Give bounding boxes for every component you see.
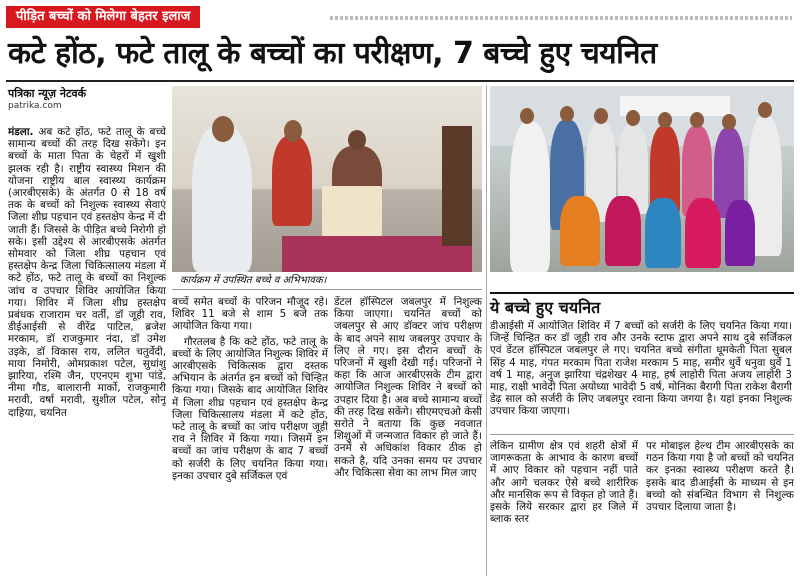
selected-children-text: डीआईसी में आयोजित शिविर में 7 बच्चों को सर्जरी के लिए चयनित किया गया। जिन्हें चिन्हित कर डॉ जूही राव और उनके स्टाफ द्वारा अपने साथ दुबे सर्जिकल एवं डेंटल हॉस्पिटल जबलपुर ले गए। चयनित बच्चे संगीता धूमकेती पिता सुबल सिंह 4 माह, गंपत मरकाम पिता राजेश मरकाम 5 माह, समीर धुर्वे धनुवा धुर्वे 1 वर्ष 1 माह, अनुज झारिया चंद्रशेखर 4 माह, हर्ष लाहोरी पिता अजय लाहोरी 3 माह, राक्षी भावेदी पिता अयोध्या भावेदी 5 वर्ष, मोनिका बैरागी पिता राकेश बैरागी डेढ़ साल को सर्जरी के लिए जबलपुर रवाना किया जगया है। यहां इनका निशुल्क उपचार किया जाएगा। <box>490 320 792 418</box>
article-paragraph: बच्चें समेत बच्चों के परिजन मौजूद रहे। शिविर 11 बजे से शाम 5 बजे तक आयोजित किया गया। <box>172 296 328 333</box>
byline: पत्रिका न्यूज़ नेटवर्क <box>8 87 87 100</box>
headline-rule <box>6 80 794 82</box>
article-column-3 <box>334 296 482 576</box>
article-paragraph: डेंटल हॉस्पिटल जबलपुर में निशुल्क किया जाएगा। चयनित बच्चों को जबलपुर से आए डॉक्टर जांच परीक्षण के बाद अपने साथ जबलपुर उपचार के लिए ले गए। इस दौरान बच्चों के परिजनों में खुशी देखी गई। परिजनों ने कहा कि आज आरबीएसके टीम द्वारा आयोजित निशुल्क शिविर ने बच्चों को उपहार दिया है। अब बच्चे सामान्य बच्चों की तरह दिख सकेंगे। सीएमएचओ केसी सरोते ने बताया कि कुछ नवजात शिशुओं में जन्मजात विकार हो जाते हैं। उनमें से अधिकांश विकार ठीक हो सकते है, यदि उनका समय पर उपचार और चिकित्सा सेवा का लाभ मिल जाए <box>334 296 482 479</box>
photo-group-children-parents <box>490 86 794 272</box>
dateline: मंडला. <box>8 126 34 138</box>
article-column-2 <box>172 296 328 576</box>
article-column-5 <box>646 440 794 576</box>
headline: कटे होंठ, फटे तालू के बच्चों का परीक्षण, 7 बच्चे हुए चयनित <box>8 36 657 71</box>
article-paragraph: पर मोबाइल हेल्थ टीम आरबीएसके का गठन किया गया है जो बच्चों को चयनित कर इनका स्वास्थ्य परीक्षण करते है। इसके बाद डीआईसी के माध्यम से इन बच्चो को संबन्धित विभाग से निशुल्क उपचार दिलाया जाता है। <box>646 440 794 514</box>
photo-caption: कार्यक्रम में उपस्थित बच्चे व अभिभावक। <box>172 272 482 290</box>
article-paragraph: गौरतलब है कि कटे होंठ, फटे तालू के बच्चों के लिए आयोजित निशुल्क शिविर में आरबीएसके चिकित्सक द्वारा दस्तक अभियान के अंतर्गत इन बच्चों को चिन्हित किया गया। जिसके बाद आयोजित शिविर में जिला शीघ्र पहचान एवं हस्तक्षेप केन्द्र जिला चिकित्सालय मंडला में कटे होंठ, फटे तालू के बच्चों का जांच परीक्षण जूही राव ने शिविर में किया गया। जिसमें इन बच्चों का जांच परीक्षण के बाद 7 बच्चों को सर्जरी के लिए चयनित किया गया। इनका उपचार दुबे सर्जिकल एवं <box>172 335 328 482</box>
kicker-rule <box>330 16 792 20</box>
photo-doctors-examining <box>172 86 482 272</box>
column-divider <box>486 86 487 576</box>
selected-children-title: ये बच्चे हुए चयनित <box>490 298 601 317</box>
article-paragraph: लेकिन ग्रामीण क्षेत्र एवं शहरी क्षेत्रों में जागरूकता के आभाव के कारण बच्चों में आए विकार को पहचान नहीं पाते और आगे चलकर ऐसे बच्चे शारीरिक और मानसिक रूप से विकृत हो जाते हैं। इसके लिये सरकार द्वारा हर जिले में ब्लाक स्तर <box>490 440 638 526</box>
website: patrika.com <box>8 101 62 111</box>
article-column-1 <box>8 126 166 576</box>
kicker-banner: पीड़ित बच्चों को मिलेगा बेहतर इलाज <box>6 6 200 28</box>
article-column-4 <box>490 440 638 576</box>
section-rule <box>490 434 794 435</box>
article-paragraph: अब कटे होंठ, फटे तालू के बच्चे सामान्य बच्चों की तरह दिख सकेंगे। इन बच्चों के माता पिता के चेहरों में खुशी झलक रही है। राष्ट्रीय स्वास्थ्य मिशन की योजना राष्ट्रीय बाल स्वास्थ्य कार्यक्रम (आरबीएसके) के अंतर्गत 0 से 18 वर्ष तक के बच्चों को निशुल्क स्वास्थ्य सेवाएं जिला शीघ्र पहचान एवं हस्तक्षेप केन्द्र में दी जाती हैं। जिससे के पीड़ित बच्चे निरोगी हो सके। इसी उद्देश्य से आरबीएसके अंतर्गत सोमवार को जिला शीघ्र पहचान एवं हस्तक्षेप केन्द्र जिला चिकित्सालय मंडला में कटे होंठ, फटे तालू के बच्चों का निशुल्क जांच व उपचार शिविर आयोजित किया गया। शिविर में जिला शीघ्र हस्तक्षेप प्रबंधक राजाराम चर वर्ती, डॉ जूही राव, डीईआईसी से वीरेंद्र पाटिल, ब्रजेश मरकाम, डॉ राजकुमार नंदा, डॉ उमेश उइके, डॉ विकास राय, ललित चतुर्वेदी, माया निमोरी, ओमप्रकाश पटेल, सुधांशु झारिया, रश्मि जैन, एएनएम शुभा पांडे, नीमा गौड, बालारानी मार्को, राजकुमारी मरावी, वर्षा मरावी, सुशील पटेल, सोनू दाहिया, चयनित <box>8 126 166 419</box>
